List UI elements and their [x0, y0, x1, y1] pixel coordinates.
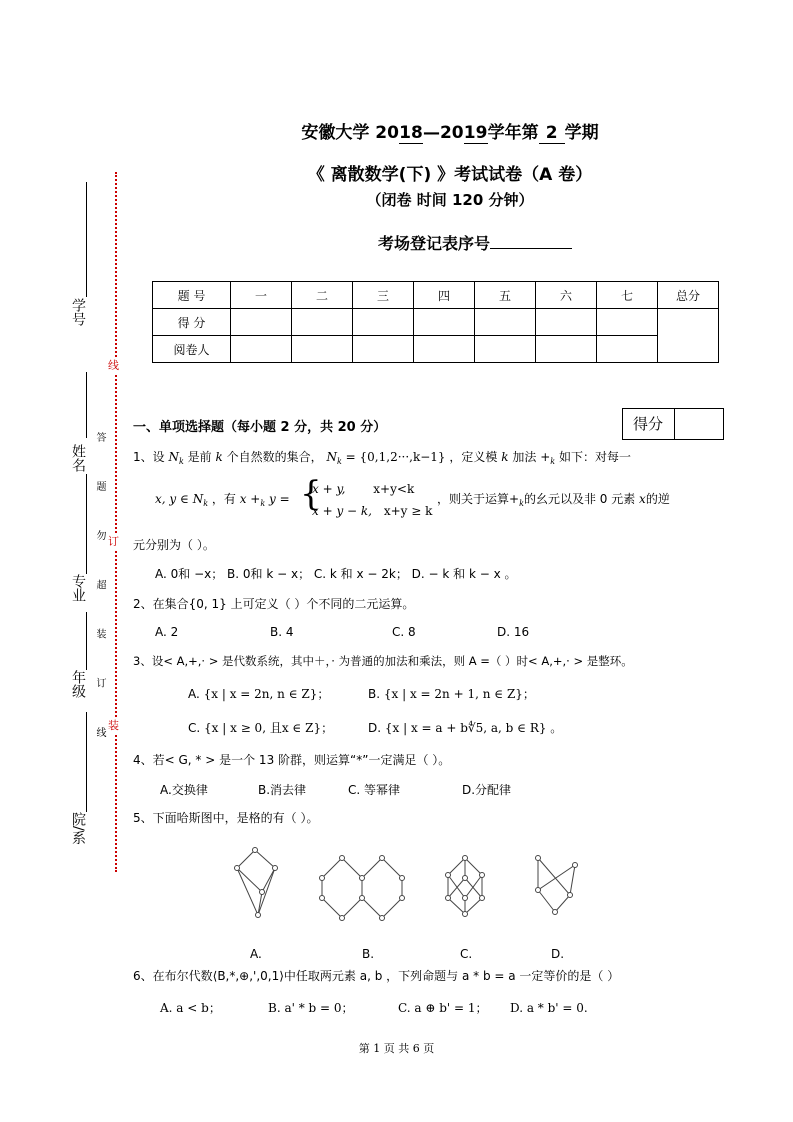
q3-option-b: B. {x | x = 2n + 1, n ∈ Z}；: [368, 687, 535, 701]
q4-option-a: A.交换律: [160, 783, 208, 797]
year1: 18: [399, 123, 423, 143]
exam-title: 《 离散数学(下) 》考试试卷（A 卷）: [307, 165, 593, 185]
field-line-major: [86, 474, 87, 574]
field-student-id: 学号: [70, 298, 86, 326]
exam-header-title: 安徽大学 2018—2019学年第 2 学期: [301, 123, 599, 143]
q3-option-a: A. {x | x = 2n, n ∈ Z}；: [188, 687, 330, 701]
field-line-grade: [86, 612, 87, 670]
case-brace: {: [300, 474, 322, 514]
q3-option-c: C. {x | x ≥ 0, 且x ∈ Z}；: [188, 721, 334, 735]
q6-option-a: A. a < b；: [160, 1001, 221, 1015]
q1-line2-right: ，则关于运算$+_k$的幺元以及非 0 元素 x的逆: [437, 492, 670, 509]
field-department: 院/系: [70, 812, 86, 845]
seal-char-xian: 线: [108, 359, 119, 372]
q2-option-b: B. 4: [270, 625, 294, 639]
q6-option-d: D. a * b' = 0.: [510, 1001, 588, 1015]
q6-stem: 6、在布尔代数⟨B,*,⊕,',0,1⟩中任取两元素 a, b ，下列命题与 a * b = a 一定等价的是（ ）: [133, 969, 620, 983]
hasse-diagram-a: [235, 848, 278, 918]
registration-no: 考场登记表序号: [378, 231, 572, 254]
hasse-label-d: D.: [551, 947, 565, 961]
hasse-diagram-d: [536, 856, 578, 915]
q2-option-d: D. 16: [497, 625, 530, 639]
q5-stem: 5、下面哈斯图中，是格的有（ ）。: [133, 811, 319, 825]
row-label-grader: 阅卷人: [153, 336, 231, 363]
q3-option-d: D. {x | x = a + b∜5, a, b ∈ R} 。: [368, 721, 563, 735]
q1-case1: x + y, x+y<k: [312, 482, 415, 496]
field-grade: 年级: [70, 670, 86, 698]
q4-option-c: C. 等幂律: [348, 783, 401, 797]
seal-instruction: 答 题 勿 超 装 订 线: [94, 432, 105, 756]
seal-char-ding: 订: [108, 535, 119, 548]
hasse-diagram-b: [320, 856, 405, 921]
q2-option-a: A. 2: [155, 625, 179, 639]
binding-line: [115, 172, 117, 872]
q4-option-b: B.消去律: [258, 783, 307, 797]
registration-blank: [490, 234, 572, 249]
q6-option-b: B. a' * b = 0；: [268, 1001, 354, 1015]
q1-options: A. 0和 −x； B. 0和 k − x； C. k 和 x − 2k； D. − k 和 k − x 。: [155, 567, 517, 581]
row-label-question: 题 号: [153, 282, 231, 309]
score-table: 题 号 一 二 三 四 五 六 七 总分 得 分 阅卷人: [152, 281, 719, 363]
field-name: 姓名: [70, 444, 86, 472]
page-footer: 第 1 页 共 6 页: [358, 1042, 435, 1055]
q2-option-c: C. 8: [392, 625, 416, 639]
q3-stem: 3、设< A,+,· > 是代数系统，其中＋，· 为普通的加法和乘法，则 A =（ ）时< A,+,· > 是整环。: [133, 654, 633, 668]
q2-stem: 2、在集合{0, 1} 上可定义（ ）个不同的二元运算。: [133, 597, 415, 611]
q1-case2: x + y − k, x+y ≥ k: [312, 504, 433, 518]
q1-line2-left: x, y ∈ $N_k$ ，有 $x +_k$ y =: [155, 492, 290, 509]
section1-heading: 一、单项选择题（每小题 2 分，共 20 分）: [133, 420, 387, 435]
seal-char-zhuang: 装: [108, 719, 119, 732]
q1-line1: 1、设 $N_k$ 是前 k 个自然数的集合， $N_k = \{0,1,2\cdot\cdot\cdot,k-1\}$ ，定义模 k 加法 $+_k$ 如下：对每一: [133, 450, 631, 467]
exam-meta: （闭卷 时间 120 分钟）: [366, 191, 534, 209]
hasse-diagram-c: [446, 856, 485, 917]
q1-line3: 元分别为（ ）。: [133, 538, 215, 552]
total-score-cell: [658, 309, 719, 363]
q4-option-d: D.分配律: [462, 783, 512, 797]
field-line-dept: [86, 712, 87, 812]
field-line-name: [86, 372, 87, 438]
section-score-box: 得分: [622, 408, 724, 440]
hasse-diagrams: [220, 840, 600, 940]
q4-stem: 4、若< G, * > 是一个 13 阶群，则运算“*”一定满足（ ）。: [133, 753, 451, 767]
field-major: 专业: [70, 574, 86, 602]
row-label-score: 得 分: [153, 309, 231, 336]
year2: 19: [463, 123, 488, 143]
hasse-label-c: C.: [460, 947, 473, 961]
q6-option-c: C. a ⊕ b' = 1；: [398, 1001, 488, 1015]
hasse-label-b: B.: [362, 947, 375, 961]
term: 2: [539, 123, 565, 144]
hasse-label-a: A.: [250, 947, 262, 961]
